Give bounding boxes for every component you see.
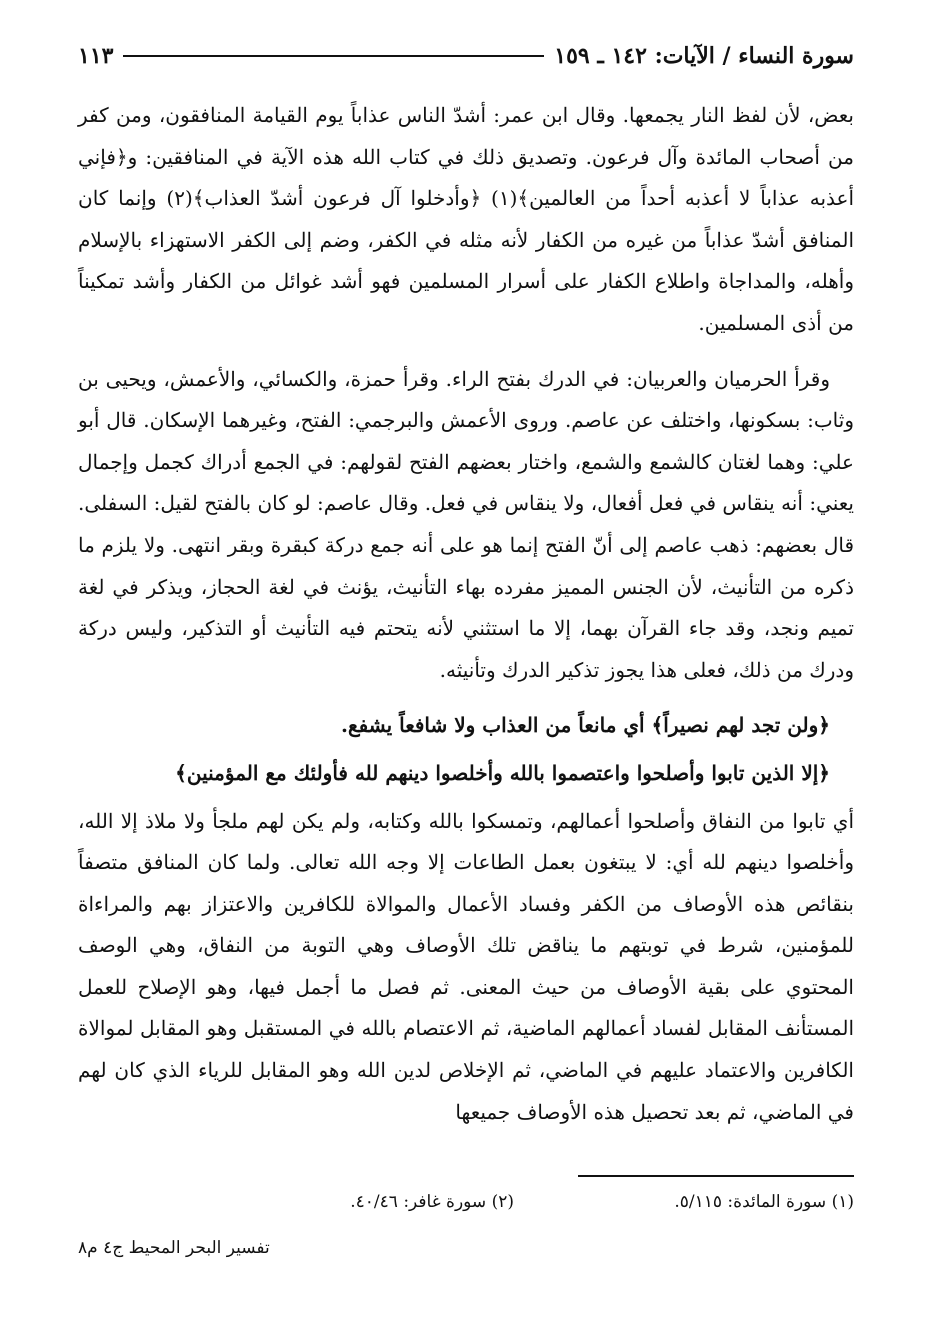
verse-line-1: ﴿ولن تجد لهم نصيراً﴾ أي مانعاً من العذاب ولا شافعاً يشفع. xyxy=(341,713,830,738)
page-number: ١١٣ xyxy=(78,43,114,69)
header-title: سورة النساء / الآيات: ١٤٢ ـ ١٥٩ xyxy=(554,43,854,69)
paragraph-3: أي تابوا من النفاق وأصلحوا أعمالهم، وتمسكوا بالله وكتابه، ولم يكن لهم ملجأ ولا ملاذ إلا الله، وأخلصوا دينهم لله أي: لا يبتغون بعمل الطاعات إلا وجه الله تعالى. ولما كان المنافق متصفاً بنقائص هذه الأوصاف من الكفر وفساد الأعمال والموالاة للكافرين والاعتزاز بهم والمراءاة للمؤمنين، شرط في توبتهم ما يناقض تلك الأوصاف وهي التوبة من النفاق، وهي الوصف المحتوي على بقية الأوصاف من حيث المعنى. ثم فصل ما أجمل فيها، وهو الإصلاح للعمل المستأنف المقابل لفساد أعمالهم الماضية، ثم الاعتصام بالله في المستقبل وهو المقابل لموالاة الكافرين والاعتماد عليهم في الماضي، ثم الإخلاص لدين الله وهو المقابل للرياء الذي كان لهم في الماضي، ثم بعد تحصيل هذه الأوصاف جميعها xyxy=(78,808,854,1124)
running-header xyxy=(78,38,854,74)
paragraph-1: بعض، لأن لفظ النار يجمعها. وقال ابن عمر: أشدّ الناس عذاباً يوم القيامة المنافقون، ومن كفر من أصحاب المائدة وآل فرعون. وتصديق ذلك في كتاب الله هذه الآية في المنافقين: و﴿فإني أعذبه عذاباً لا أعذبه أحداً من العالمين﴾(١) ﴿وأدخلوا آل فرعون أشدّ العذاب﴾(٢) وإنما كان المنافق أشدّ عذاباً من غيره من الكفار لأنه مثله في الكفر، وضم إلى الكفر الاستهزاء بالإسلام وأهله، والمداجاة واطلاع الكفار على أسرار المسلمين فهو أشد غوائل من الكفار وأشد تمكيناً من أذى المسلمين. xyxy=(78,103,854,335)
verse-line-2: ﴿إلا الذين تابوا وأصلحوا واعتصموا بالله وأخلصوا دينهم لله فأولئك مع المؤمنين﴾ xyxy=(175,760,830,785)
footnote-1: (١) سورة المائدة: ٥/١١٥. xyxy=(674,1192,854,1212)
footnote-2: (٢) سورة غافر: ٤٠/٤٦. xyxy=(350,1192,514,1212)
header-rule xyxy=(123,55,544,57)
footnotes xyxy=(78,1192,854,1212)
main-text xyxy=(78,95,854,1147)
book-signature: تفسير البحر المحيط ج٤ م٨ xyxy=(78,1238,270,1258)
footnote-rule xyxy=(578,1175,854,1177)
paragraph-2: وقرأ الحرميان والعربيان: في الدرك بفتح الراء. وقرأ حمزة، والكسائي، والأعمش، ويحيى بن وثاب: بسكونها، واختلف عن عاصم. وروى الأعمش والبرجمي: الفتح، وغيرهما الإسكان. قال أبو علي: وهما لغتان كالشمع والشمع، واختار بعضهم الفتح لقولهم: في الجمع أدراك كجمل وإجمال يعني: أنه ينقاس في فعل أفعال، ولا ينقاس في فعل. وقال عاصم: لو كان بالفتح لقيل: السفلى. قال بعضهم: ذهب عاصم إلى أنّ الفتح إنما هو على أنه جمع دركة كبقرة وبقر انتهى. ولا يلزم ما ذكره من التأنيث، لأن الجنس المميز مفرده بهاء التأنيث، يؤنث في لغة الحجاز، ويذكر في لغة تميم ونجد، وقد جاء القرآن بهما، إلا ما استثني لأنه يتحتم فيه التأنيث أو التذكير، وليس دركة ودرك من ذلك، فعلى هذا يجوز تذكير الدرك وتأنيثه. xyxy=(78,366,855,682)
